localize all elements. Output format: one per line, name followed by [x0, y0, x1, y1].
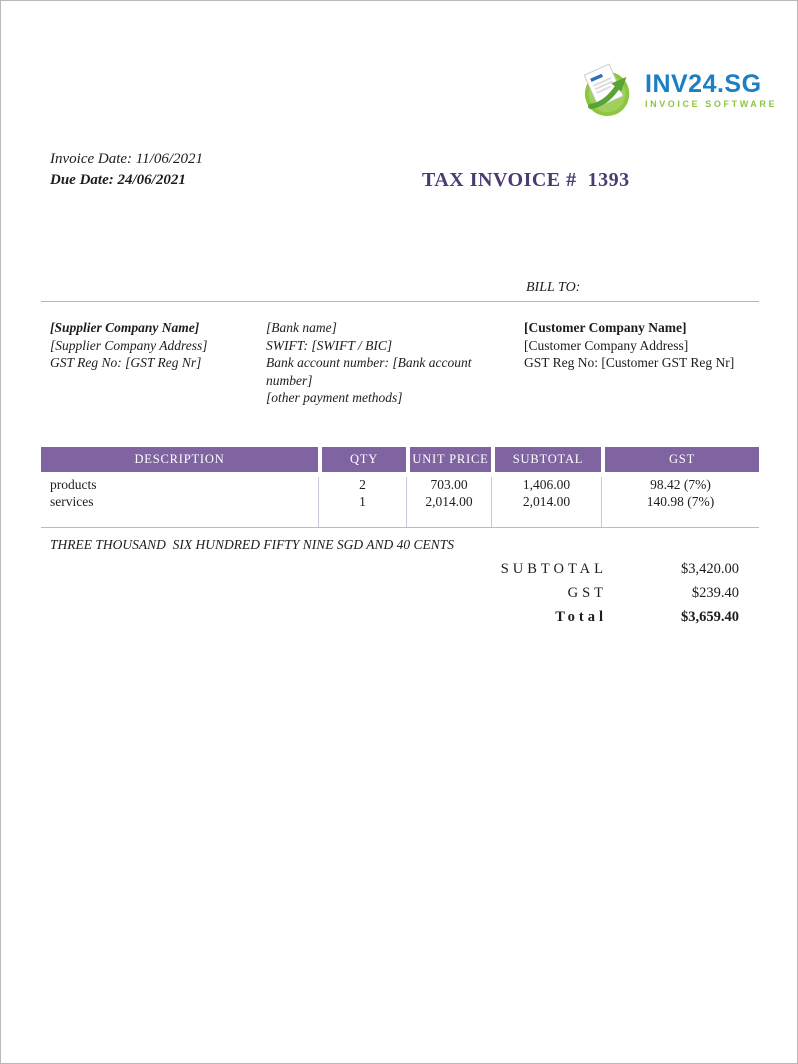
col-header-unit-price: UNIT PRICE [406, 447, 491, 472]
total-row [421, 609, 739, 633]
supplier-gst: GST Reg No: [GST Reg Nr] [50, 355, 202, 370]
total-value: $3,659.40 [681, 609, 739, 625]
subtotal-row [421, 561, 739, 585]
table-filler-row [41, 510, 759, 527]
page-title: TAX INVOICE # 1393 [422, 169, 630, 191]
col-header-subtotal: SUBTOTAL [491, 447, 601, 472]
totals-block [421, 561, 739, 633]
gst-row [421, 585, 739, 609]
customer-address: [Customer Company Address] [524, 337, 689, 353]
supplier-name: [Supplier Company Name] [50, 320, 200, 335]
item-qty: 1 [318, 494, 406, 511]
col-header-qty: QTY [318, 447, 406, 472]
subtotal-label: SUBTOTAL [500, 561, 607, 577]
bank-name: [Bank name] [266, 320, 337, 335]
due-date-line: Due Date: 24/06/2021 [50, 172, 186, 188]
supplier-block [50, 319, 262, 372]
item-unit-price: 703.00 [406, 477, 491, 494]
logo [581, 61, 777, 119]
supplier-address: [Supplier Company Address] [50, 337, 208, 353]
invoice-dates [50, 149, 203, 191]
invoice-date-line: Invoice Date: 11/06/2021 [50, 151, 204, 167]
items-table-body [41, 472, 759, 528]
item-subtotal: 2,014.00 [491, 494, 601, 511]
items-table [41, 447, 759, 528]
payment-details-block [266, 319, 480, 407]
customer-block [524, 319, 764, 372]
item-unit-price: 2,014.00 [406, 494, 491, 511]
item-description: products [50, 477, 97, 492]
customer-name: [Customer Company Name] [524, 320, 687, 335]
item-subtotal: 1,406.00 [491, 477, 601, 494]
total-label: Total [555, 609, 607, 625]
bill-to-label: BILL TO: [526, 280, 581, 295]
header-divider [41, 301, 759, 302]
item-description: services [50, 493, 94, 509]
inv24-logo-icon [581, 61, 639, 119]
item-gst: 140.98 (7%) [601, 494, 759, 511]
gst-value: $239.40 [691, 585, 739, 601]
subtotal-value: $3,420.00 [681, 561, 739, 577]
item-gst: 98.42 (7%) [601, 477, 759, 494]
logo-tagline-text: INVOICE SOFTWARE [645, 99, 778, 109]
gst-label: GST [567, 585, 607, 601]
col-header-gst: GST [601, 447, 759, 472]
other-payment-methods: [other payment methods] [266, 390, 403, 405]
items-table-header-row [41, 447, 759, 472]
table-row [41, 494, 759, 511]
bank-swift: SWIFT: [SWIFT / BIC] [266, 337, 393, 353]
table-row [41, 477, 759, 494]
amount-in-words: THREE THOUSAND SIX HUNDRED FIFTY NINE SGD AND 40 CENTS [50, 537, 455, 552]
customer-gst: GST Reg No: [Customer GST Reg Nr] [524, 355, 735, 370]
item-qty: 2 [318, 477, 406, 494]
logo-brand-text: INV24.SG [645, 70, 762, 98]
bank-account: Bank account number: [Bank account number] [266, 355, 472, 388]
col-header-description: DESCRIPTION [41, 447, 318, 472]
